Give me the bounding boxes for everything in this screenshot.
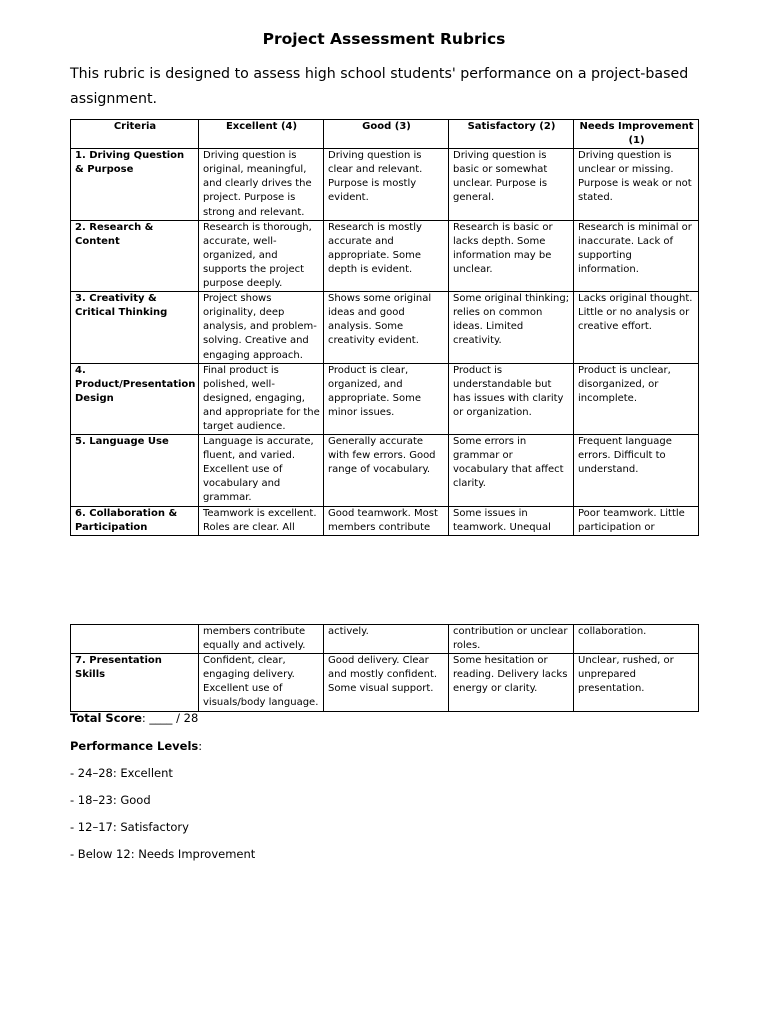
needs-improvement-cell: Product is unclear, disorganized, or incomplete. [574,363,699,434]
performance-levels-heading [70,739,710,753]
needs-improvement-cell: collaboration. [574,625,699,654]
criteria-cell [71,625,199,654]
needs-improvement-cell: Unclear, rushed, or unprepared presentation. [574,654,699,711]
criteria-cell: 6. Collaboration & Participation [71,506,199,535]
performance-level-item: - 24–28: Excellent [70,766,173,780]
excellent-cell: members contribute equally and actively. [199,625,324,654]
total-score-label: Total Score [70,711,142,725]
excellent-cell: Language is accurate, fluent, and varied. Excellent use of vocabulary and grammar. [199,435,324,506]
excellent-cell: Confident, clear, engaging delivery. Excellent use of visuals/body language. [199,654,324,711]
satisfactory-cell: Some original thinking; relies on common ideas. Limited creativity. [449,292,574,363]
satisfactory-cell: Some issues in teamwork. Unequal [449,506,574,535]
performance-level-item: - Below 12: Needs Improvement [70,847,256,861]
header-good: Good (3) [324,120,449,149]
good-cell: Generally accurate with few errors. Good range of vocabulary. [324,435,449,506]
criteria-cell: 3. Creativity & Critical Thinking [71,292,199,363]
table-row [71,220,699,291]
excellent-cell: Driving question is original, meaningful, and clearly drives the project. Purpose is strong and relevant. [199,149,324,220]
table-row [71,625,699,654]
good-cell: Research is mostly accurate and appropriate. Some depth is evident. [324,220,449,291]
table-row [71,506,699,535]
performance-level-item: - 12–17: Satisfactory [70,820,189,834]
satisfactory-cell: Driving question is basic or somewhat unclear. Purpose is general. [449,149,574,220]
good-cell: Product is clear, organized, and appropriate. Some minor issues. [324,363,449,434]
satisfactory-cell: Some errors in grammar or vocabulary that affect clarity. [449,435,574,506]
excellent-cell: Project shows originality, deep analysis, and problem-solving. Creative and engaging approach. [199,292,324,363]
excellent-cell: Final product is polished, well-designed, engaging, and appropriate for the target audience. [199,363,324,434]
header-satisfactory: Satisfactory (2) [449,120,574,149]
performance-levels-label: Performance Levels [70,739,199,753]
header-excellent: Excellent (4) [199,120,324,149]
satisfactory-cell: Product is understandable but has issues with clarity or organization. [449,363,574,434]
rubric-header-row [71,120,699,149]
needs-improvement-cell: Frequent language errors. Difficult to understand. [574,435,699,506]
criteria-cell: 7. Presentation Skills [71,654,199,711]
table-row [71,363,699,434]
good-cell: Good delivery. Clear and mostly confident. Some visual support. [324,654,449,711]
satisfactory-cell: Research is basic or lacks depth. Some information may be unclear. [449,220,574,291]
criteria-cell: 5. Language Use [71,435,199,506]
performance-level-item: - 18–23: Good [70,793,151,807]
rubric-table-continued [70,624,699,712]
excellent-cell: Research is thorough, accurate, well-organized, and supports the project purpose deeply. [199,220,324,291]
excellent-cell: Teamwork is excellent. Roles are clear. All [199,506,324,535]
table-row [71,149,699,220]
total-score-line [70,711,710,725]
good-cell: Driving question is clear and relevant. Purpose is mostly evident. [324,149,449,220]
needs-improvement-cell: Lacks original thought. Little or no analysis or creative effort. [574,292,699,363]
satisfactory-cell: Some hesitation or reading. Delivery lacks energy or clarity. [449,654,574,711]
total-score-value: : ____ / 28 [141,711,199,725]
satisfactory-cell: contribution or unclear roles. [449,625,574,654]
document-title: Project Assessment Rubrics [262,30,506,48]
intro-paragraph: This rubric is designed to assess high school students' performance on a project-based assignment. [70,66,689,107]
good-cell: Shows some original ideas and good analysis. Some creativity evident. [324,292,449,363]
good-cell: Good teamwork. Most members contribute [324,506,449,535]
header-needs-improvement: Needs Improvement (1) [574,120,699,149]
criteria-cell: 1. Driving Question & Purpose [71,149,199,220]
good-cell: actively. [324,625,449,654]
rubric-table [70,119,699,536]
table-row [71,292,699,363]
criteria-cell: 4. Product/Presentation Design [71,363,199,434]
table-row [71,654,699,711]
needs-improvement-cell: Poor teamwork. Little participation or [574,506,699,535]
criteria-cell: 2. Research & Content [71,220,199,291]
header-criteria: Criteria [71,120,199,149]
table-row [71,435,699,506]
performance-levels-colon: : [198,739,203,753]
needs-improvement-cell: Driving question is unclear or missing. Purpose is weak or not stated. [574,149,699,220]
needs-improvement-cell: Research is minimal or inaccurate. Lack of supporting information. [574,220,699,291]
